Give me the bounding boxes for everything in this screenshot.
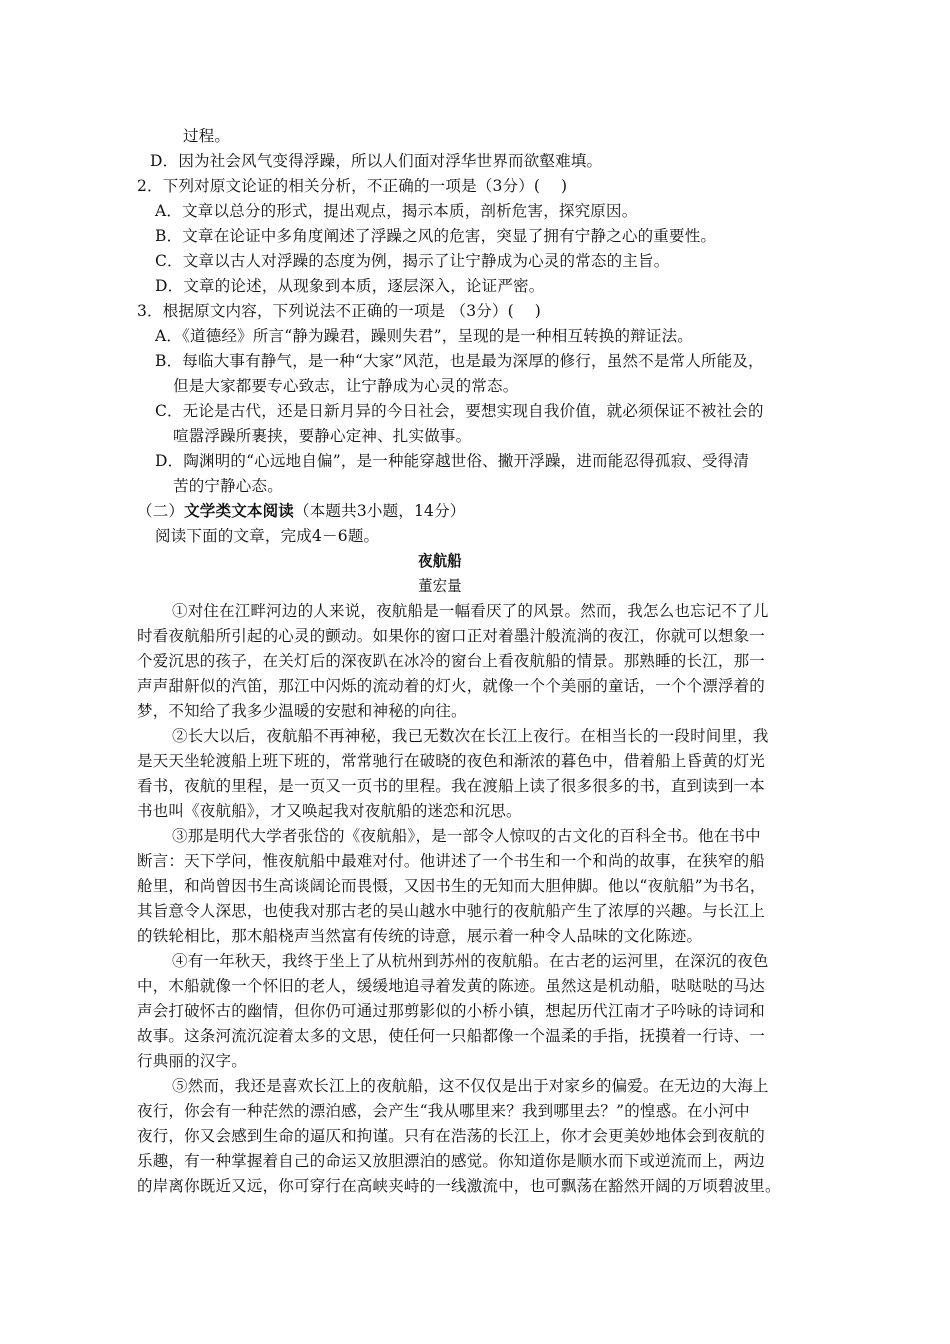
q1-tail-text: 过程。 bbox=[183, 127, 231, 145]
paragraph-4-line: 行典丽的汉字。 bbox=[137, 1052, 247, 1070]
q2-option-a: A．文章以总分的形式，提出观点，揭示本质，剖析危害，探究原因。 bbox=[155, 202, 638, 220]
paragraph-1-line: 声声甜鼾似的汽笛，那江中闪烁的流动着的灯火，就像一个个美丽的童话，一个个漂浮着的 bbox=[137, 677, 766, 695]
paragraph-5-line: 夜行，你会有一种茫然的漂泊感，会产生“我从哪里来？我到哪里去？”的惶惑。在小河中 bbox=[137, 1102, 750, 1120]
q3-option-b-line2: 但是大家都要专心致志，让宁静成为心灵的常态。 bbox=[173, 377, 519, 395]
paragraph-4-line: 声会打破怀古的幽情，但你仍可通过那剪影似的小桥小镇，想起历代江南才子吟咏的诗词和 bbox=[137, 1002, 766, 1020]
article-title: 夜航船 bbox=[418, 551, 462, 570]
q2-stem: 2．下列对原文论证的相关分析，不正确的一项是（3分）( ) bbox=[137, 177, 568, 195]
paragraph-2-line: 书也叫《夜航船》，才又唤起我对夜航船的迷恋和沉思。 bbox=[137, 802, 522, 820]
section-meta: （本题共3小题，14分） bbox=[294, 502, 466, 520]
section-title: 文学类文本阅读 bbox=[184, 501, 295, 520]
q3-option-c-line1: C．无论是古代，还是日新月异的今日社会，要想实现自我价值，就必须保证不被社会的 bbox=[155, 402, 764, 420]
q3-option-c-line2: 喧嚣浮躁所裹挟，要静心定神、扎实做事。 bbox=[173, 427, 472, 445]
paragraph-5-line: 的岸离你既近又远，你可穿行在高峡夹峙的一线激流中，也可飘荡在豁然开阔的万顷碧波里。 bbox=[137, 1177, 781, 1195]
paragraph-2-line: 看书，夜航的里程，是一页又一页书的里程。我在渡船上读了很多很多的书，直到读到一本 bbox=[137, 777, 766, 795]
paragraph-2-line: 是天天坐轮渡船上班下班的，常常驰行在破晓的夜色和渐浓的暮色中，借着船上昏黄的灯光 bbox=[137, 752, 766, 770]
section-instruction: 阅读下面的文章，完成4－6题。 bbox=[155, 527, 380, 545]
paragraph-1-line: ①对住在江畔河边的人来说，夜航船是一幅看厌了的风景。然而，我怎么也忘记不了儿 bbox=[172, 602, 769, 620]
paragraph-1-line: 梦，不知给了我多少温暖的安慰和神秘的向往。 bbox=[137, 702, 467, 720]
paragraph-3-line: 舱里，和尚曾因书生高谈阔论而畏慑，又因书生的无知而大胆伸脚。他以“夜航船”为书名， bbox=[137, 877, 766, 895]
section-prefix: （二） bbox=[137, 502, 185, 520]
paragraph-4-line: 故事。这条河流沉淀着太多的文思，使任何一只船都像一个温柔的手指，抚摸着一行诗、一 bbox=[137, 1027, 766, 1045]
section-heading bbox=[137, 499, 466, 523]
q3-option-b-line1: B．每临大事有静气，是一种“大家”风范，也是最为深厚的修行，虽然不是常人所能及， bbox=[155, 352, 764, 370]
paragraph-5-line: 夜行，你又会感到生命的逼仄和拘谨。只有在浩荡的长江上，你才会更美妙地体会到夜航的 bbox=[137, 1127, 766, 1145]
q1-option-d: D．因为社会风气变得浮躁，所以人们面对浮华世界而欲壑难填。 bbox=[150, 152, 603, 170]
paragraph-3-line: 断言：天下学问，惟夜航船中最难对付。他讲述了一个书生和一个和尚的故事，在狭窄的船 bbox=[137, 852, 766, 870]
q2-option-c: C．文章以古人对浮躁的态度为例，揭示了让宁静成为心灵的常态的主旨。 bbox=[155, 252, 670, 270]
q2-option-b: B．文章在论证中多角度阐述了浮躁之风的危害，突显了拥有宁静之心的重要性。 bbox=[155, 227, 717, 245]
paragraph-3-line: 的铁轮相比，那木船桡声当然富有传统的诗意，展示着一种令人品味的文化陈迹。 bbox=[137, 927, 703, 945]
q2-option-d: D．文章的论述，从现象到本质，逐层深入，论证严密。 bbox=[155, 277, 545, 295]
article-author: 董宏量 bbox=[418, 577, 462, 595]
paragraph-5-line: 乐趣，有一种掌握着自己的命运又放胆漂泊的感觉。你知道你是顺水而下或逆流而上，两边 bbox=[137, 1152, 766, 1170]
paragraph-5-line: ⑤然而，我还是喜欢长江上的夜航船，这不仅仅是出于对家乡的偏爱。在无边的大海上 bbox=[172, 1077, 769, 1095]
paragraph-1-line: 时看夜航船所引起的心灵的颤动。如果你的窗口正对着墨汁般流淌的夜江，你就可以想象一 bbox=[137, 627, 766, 645]
paragraph-1-line: 个爱沉思的孩子，在关灯后的深夜趴在冰冷的窗台上看夜航船的情景。那熟睡的长江，那一 bbox=[137, 652, 766, 670]
q3-option-d-line1: D．陶渊明的“心远地自偏”，是一种能穿越世俗、撇开浮躁，进而能忍得孤寂、受得清 bbox=[155, 452, 750, 470]
paragraph-2-line: ②长大以后，夜航船不再神秘，我已无数次在长江上夜行。在相当长的一段时间里，我 bbox=[172, 727, 769, 745]
q3-stem: 3．根据原文内容，下列说法不正确的一项是 （3分）( ) bbox=[137, 302, 541, 320]
paragraph-3-line: 其旨意令人深思，也使我对那古老的吴山越水中驰行的夜航船产生了浓厚的兴趣。与长江上 bbox=[137, 902, 766, 920]
paragraph-4-line: ④有一年秋天，我终于坐上了从杭州到苏州的夜航船。在古老的运河里，在深沉的夜色 bbox=[172, 952, 769, 970]
paragraph-3-line: ③那是明代大学者张岱的《夜航船》，是一部令人惊叹的古文化的百科全书。他在书中 bbox=[172, 827, 761, 845]
q3-option-d-line2: 苦的宁静心态。 bbox=[173, 477, 283, 495]
q3-option-a: A．《道德经》所言“静为躁君，躁则失君”，呈现的是一种相互转换的辩证法。 bbox=[155, 327, 693, 345]
paragraph-4-line: 中，木船就像一个怀旧的老人，缓缓地追寻着发黄的陈迹。虽然这是机动船，哒哒哒的马达 bbox=[137, 977, 766, 995]
